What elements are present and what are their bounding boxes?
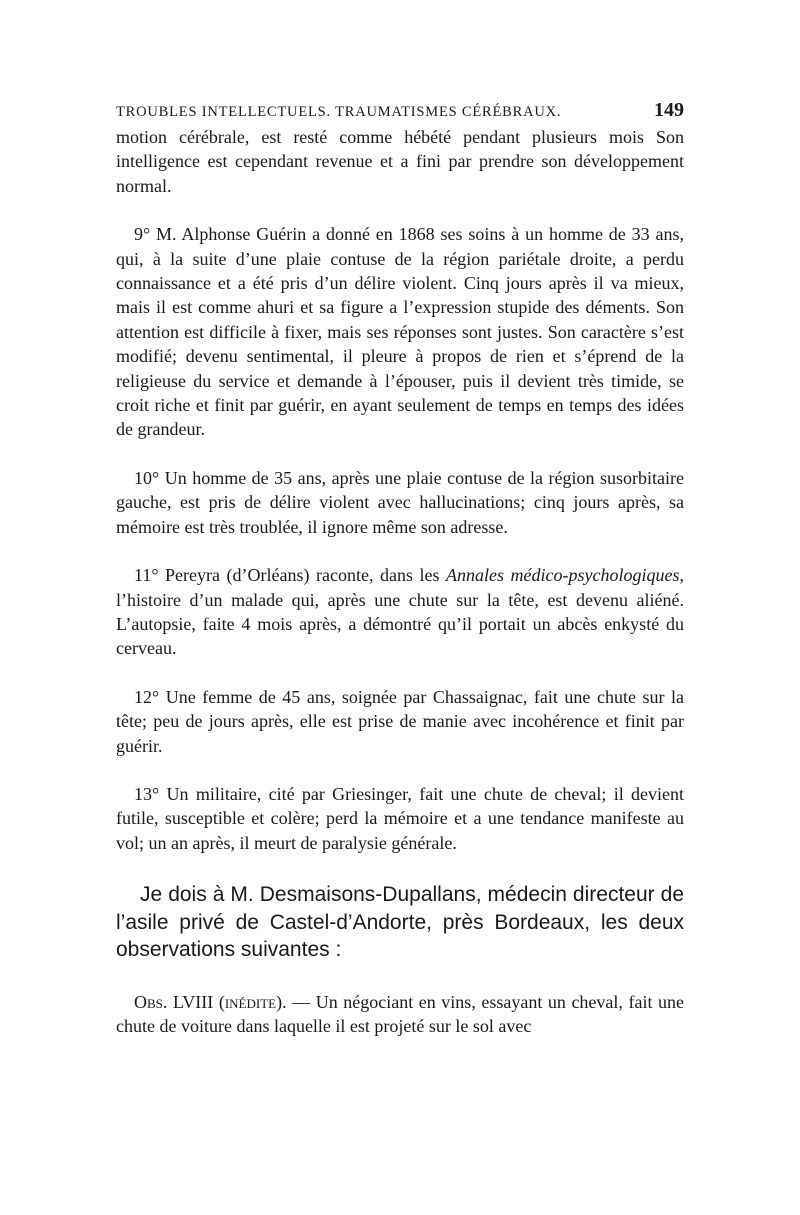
- paragraph-introduction: Je dois à M. Desmaisons-Dupallans, médecin directeur de l’asile privé de Castel-d’Andorte, près Bordeaux, les deux observations suivantes :: [116, 883, 684, 962]
- paragraph-observation-58: Obs. LVIII (inédite). — Un négociant en vins, essayant un cheval, fait une chute de voiture dans laquelle il est projeté sur le sol avec: [116, 991, 684, 1037]
- page-number: 149: [654, 99, 684, 121]
- paragraph-case-10: 10° Un homme de 35 ans, après une plaie contuse de la région susorbitaire gauche, est pris de délire violent avec hallucinations; cinq jours après, sa mémoire est très troublée, il ignore même son adresse.: [116, 467, 684, 537]
- paragraph-case-11: 11° Pereyra (d’Orléans) raconte, dans les Annales médico-psychologiques, l’histoire d’un malade qui, après une chute sur la tête, est devenu aliéné. L’autopsie, faite 4 mois après, a démontré qu’il portait un abcès enkysté du cerveau.: [116, 565, 684, 659]
- book-page: [116, 95, 684, 1038]
- running-title: TROUBLES INTELLECTUELS. TRAUMATISMES CÉRÉBRAUX.: [116, 104, 562, 120]
- running-header: [116, 95, 684, 125]
- observation-label: Obs. LVIII (inédite). —: [134, 991, 311, 1012]
- paragraph-case-13: 13° Un militaire, cité par Griesinger, fait une chute de cheval; il devient futile, susceptible et colère; perd la mémoire et a une tendance manifeste au vol; un an après, il meurt de paralysie générale.: [116, 783, 684, 853]
- paragraph-case-9: 9° M. Alphonse Guérin a donné en 1868 ses soins à un homme de 33 ans, qui, à la suite d’une plaie contuse de la région pariétale droite, a perdu connaissance et a été pris d’un délire violent. Cinq jours après il va mieux, mais il est comme ahuri et sa figure a l’expression stupide des déments. Son attention est difficile à fixer, mais ses réponses sont justes. Son caractère s’est modifié; devenu sentimental, il pleure à propos de rien et s’éprend de la religieuse du service et demande à l’épouser, puis il devient très timide, se croit riche et finit par guérir, en ayant seulement de temps en temps des idées de grandeur.: [116, 224, 684, 440]
- paragraph-case-12: 12° Une femme de 45 ans, soignée par Chassaignac, fait une chute sur la tête; peu de jours après, elle est prise de manie avec incohérence et finit par guérir.: [116, 686, 684, 756]
- journal-title: Annales médico-psychologiques: [446, 565, 680, 586]
- paragraph-continuation: motion cérébrale, est resté comme hébété pendant plusieurs mois Son intelligence est cependant revenue et a fini par prendre son développement normal.: [116, 127, 684, 196]
